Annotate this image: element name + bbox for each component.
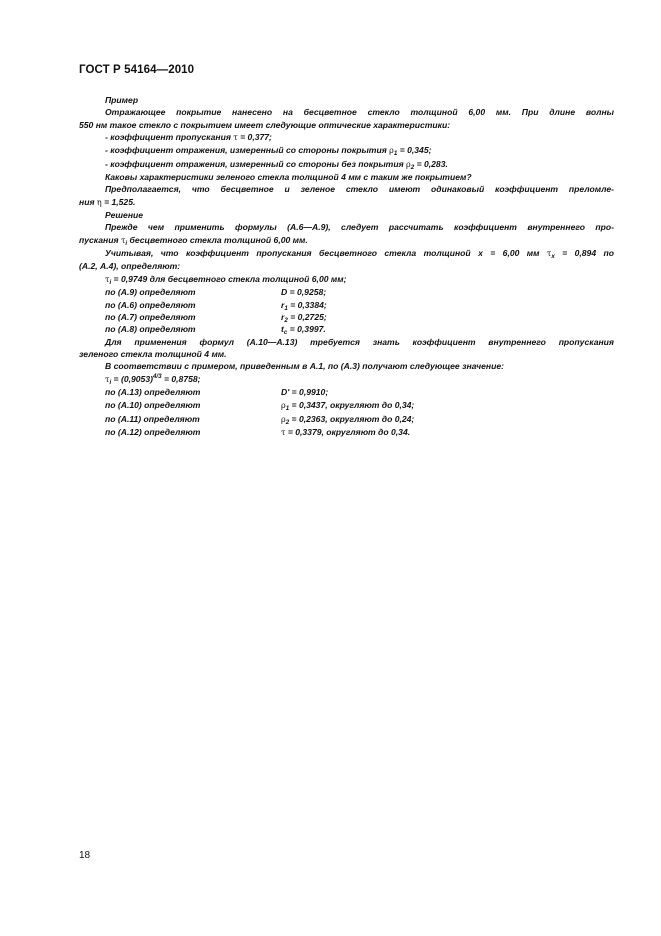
tau-i-green-line: [79, 373, 614, 386]
tau-symbol: τ: [105, 374, 110, 384]
assumption-line-2: [79, 196, 614, 209]
subscript: 2: [284, 316, 288, 324]
value: = 0,9258;: [287, 287, 327, 298]
row-value: [281, 399, 414, 412]
greek-symbol: τ: [281, 427, 286, 437]
results-list-2: [79, 386, 614, 439]
subscript: 1: [285, 405, 290, 413]
question-line: Каковы характеристики зеленого стекла толщиной 4 мм с таким же покрытием?: [105, 172, 472, 183]
solution-line-1: Прежде чем применить формулы (А.6—А.9), следует рассчитать коэффициент внутреннего про-: [105, 222, 614, 233]
result-row: [79, 399, 614, 412]
result-row: [79, 413, 614, 426]
row-value: [281, 286, 326, 298]
bullet-transmission: [79, 131, 614, 144]
text: = 0,9749 для бесцветного стекла толщиной 6,00 мм;: [111, 273, 347, 284]
result-row: [79, 299, 614, 311]
result-row: [79, 323, 614, 335]
text: пускания: [79, 234, 121, 245]
subscript: 1: [393, 150, 398, 158]
row-value: [281, 311, 327, 323]
greek-symbol: ρ: [281, 414, 286, 424]
solution-line-7: В соответствии с примером, приведенным в А.1, по (А.3) получают следующее значение:: [105, 361, 504, 372]
results-list-1: [79, 286, 614, 335]
greek-symbol: ρ: [281, 401, 286, 411]
symbol: D: [281, 287, 288, 298]
eta-symbol: η: [96, 197, 102, 207]
row-value: [281, 413, 414, 426]
example-heading: Пример: [105, 95, 139, 105]
document-header: ГОСТ Р 54164—2010: [79, 64, 195, 76]
assumption-line-1: Предполагается, что бесцветное и зеленое стекло имеют одинаковый коэффициент преломле-: [105, 184, 614, 195]
row-label: по (А.11) определяют: [105, 413, 200, 424]
row-label: по (А.10) определяют: [105, 400, 201, 411]
subscript: i: [109, 278, 112, 286]
subscript: i: [109, 378, 112, 386]
solution-line-4: (А.2, А.4), определяют:: [79, 261, 181, 272]
result-row: [79, 426, 614, 439]
bullet-reflection-uncoated: [79, 158, 614, 171]
symbol: t: [281, 324, 284, 335]
value: = 0,2725;: [287, 311, 327, 322]
value: = 0,2363, округляют до 0,24;: [289, 413, 415, 424]
symbol: D': [281, 386, 290, 397]
example-line-2: 550 нм такое стекло с покрытием имеет следующие оптические характеристики:: [79, 119, 451, 130]
solution-line-6: зеленого стекла толщиной 4 мм.: [79, 348, 227, 359]
row-label: по (А.7) определяют: [105, 311, 196, 322]
tau-symbol: τ: [105, 274, 110, 284]
value: = 0,3997.: [287, 324, 326, 335]
bullet-text: - коэффициент отражения, измеренный со стороны без покрытия: [105, 158, 407, 169]
text: = 0,8758;: [161, 373, 201, 384]
value: = 0,3384;: [287, 299, 327, 310]
bullet-text: - коэффициент пропускания: [105, 132, 234, 143]
solution-line-3: [79, 247, 614, 260]
row-label: по (А.13) определяют: [105, 386, 201, 397]
rho-symbol: ρ: [389, 146, 394, 156]
tau-symbol: τ: [546, 249, 552, 259]
value: = 0,3379, округляют до 0,34.: [285, 426, 411, 437]
superscript: 4/3: [152, 372, 162, 380]
assumption-paragraph: [79, 183, 614, 209]
page-number: 18: [79, 850, 91, 861]
subscript: x: [551, 253, 555, 261]
row-value: [281, 323, 326, 335]
bullet-reflection-coated: [79, 144, 614, 157]
bullet-value: = 0,283.: [414, 158, 448, 169]
bullet-value: = 0,377;: [237, 132, 272, 143]
solution-paragraph-2: [79, 247, 614, 273]
value: = 0,3437, округляют до 0,34;: [289, 400, 415, 411]
text: = 0,894 по: [554, 248, 614, 259]
document-body: [79, 94, 614, 439]
example-paragraph: [79, 106, 614, 131]
text: бесцветного стекла толщиной 6,00 мм.: [127, 234, 308, 245]
rho-symbol: ρ: [406, 159, 411, 169]
value: = 0,9910;: [289, 386, 329, 397]
solution-line-5: Для применения формул (А.10—А.13) требуется знать коэффициент внутреннего пропускания: [105, 336, 614, 347]
symbol: r: [281, 311, 285, 322]
result-row: [79, 386, 614, 399]
solution-paragraph-3: [79, 336, 614, 361]
text: Учитывая, что коэффициент пропускания бесцветного стекла толщиной x = 6,00 мм: [105, 248, 547, 259]
tau-symbol: τ: [120, 235, 126, 245]
subscript: 2: [285, 418, 290, 426]
row-value: [281, 426, 410, 439]
tau-symbol: τ: [233, 133, 238, 143]
bullet-value: = 0,345;: [397, 145, 432, 156]
text: = 1,525.: [101, 196, 136, 207]
row-label: по (А.6) определяют: [105, 299, 196, 310]
tau-i-line: [79, 273, 614, 286]
subscript: c: [283, 329, 288, 337]
row-label: по (А.8) определяют: [105, 324, 196, 335]
row-label: по (А.12) определяют: [105, 426, 201, 437]
solution-paragraph-1: [79, 221, 614, 247]
solution-line-2: [79, 234, 614, 247]
symbol: r: [281, 299, 285, 310]
bullet-text: - коэффициент отражения, измеренный со стороны покрытия: [105, 145, 390, 156]
text: = (0,9053): [111, 373, 153, 384]
result-row: [79, 311, 614, 323]
row-value: [281, 386, 328, 399]
subscript: 2: [410, 163, 415, 171]
solution-heading: Решение: [105, 210, 144, 221]
subscript: 1: [284, 304, 288, 312]
example-line-1: Отражающее покрытие нанесено на бесцветное стекло толщиной 6,00 мм. При длине волны: [105, 107, 614, 118]
subscript: i: [125, 239, 128, 247]
result-row: [79, 286, 614, 298]
row-label: по (А.9) определяют: [105, 287, 196, 298]
row-value: [281, 299, 327, 311]
text: ния: [79, 196, 97, 207]
